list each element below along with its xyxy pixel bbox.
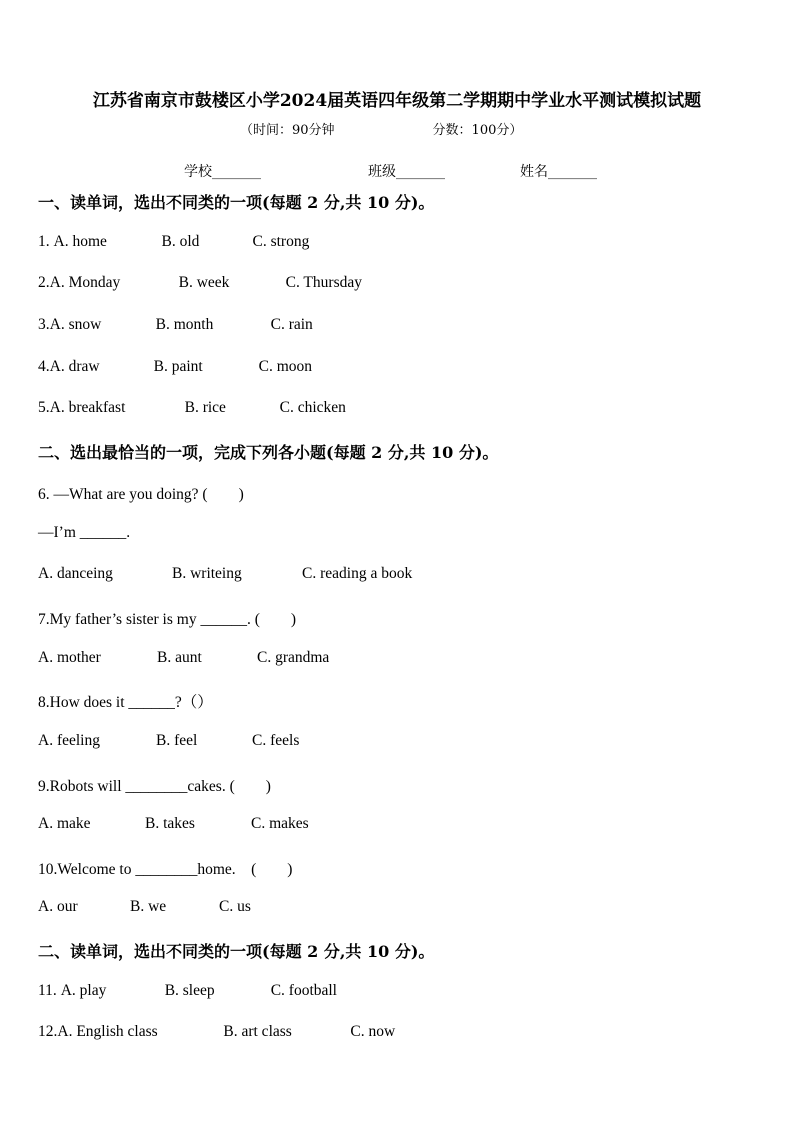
- option-a: A. draw: [49, 358, 100, 375]
- exam-time: （时间：90分钟: [240, 123, 335, 138]
- question-number: 3.: [38, 316, 50, 333]
- question-1: [38, 233, 309, 251]
- question-8-stem: 8.How does it ______?（）: [38, 694, 213, 711]
- option-c: C. makes: [251, 815, 309, 832]
- question-10-stem: 10.Welcome to ________home. ( ): [38, 861, 293, 878]
- class-field: 班级_______: [368, 164, 445, 180]
- school-field: 学校_______: [184, 164, 261, 180]
- option-b: B. rice: [184, 399, 226, 416]
- option-b: B. sleep: [164, 982, 215, 999]
- option-c: C. now: [350, 1023, 396, 1040]
- question-number: 12.: [38, 1023, 58, 1040]
- section-heading: 二、读单词，选出不同类的一项(每题 2 分,共 10 分)。: [38, 942, 435, 961]
- option-a: A. Monday: [49, 274, 121, 291]
- option-b: B. writeing: [172, 565, 242, 582]
- question-2: [38, 274, 362, 292]
- option-b: B. takes: [145, 815, 195, 832]
- option-c: C. us: [219, 898, 251, 915]
- option-a: A. English class: [57, 1023, 158, 1040]
- question-11: [38, 982, 337, 1000]
- option-c: C. moon: [258, 358, 313, 375]
- option-a: A. play: [60, 982, 107, 999]
- option-b: B. we: [130, 898, 167, 915]
- question-number: 1.: [38, 233, 54, 250]
- option-a: A. make: [38, 815, 91, 832]
- option-b: B. art class: [223, 1023, 292, 1040]
- question-number: 2.: [38, 274, 50, 291]
- option-b: B. old: [161, 233, 200, 250]
- option-c: C. rain: [270, 316, 313, 333]
- question-5: [38, 399, 346, 417]
- option-c: C. Thursday: [285, 274, 362, 291]
- option-b: B. week: [178, 274, 230, 291]
- question-number: 4.: [38, 358, 50, 375]
- question-9-stem: 9.Robots will ________cakes. ( ): [38, 778, 271, 795]
- option-b: B. paint: [153, 358, 203, 375]
- section-heading: 二、选出最恰当的一项，完成下列各小题(每题 2 分,共 10 分)。: [38, 443, 499, 462]
- name-field: 姓名_______: [520, 164, 597, 180]
- option-c: C. chicken: [279, 399, 346, 416]
- question-10-options: [38, 898, 251, 916]
- question-number: 11.: [38, 982, 61, 999]
- option-c: C. feels: [252, 732, 300, 749]
- question-6-options: [38, 565, 412, 583]
- option-a: A. home: [53, 233, 107, 250]
- option-b: B. feel: [156, 732, 198, 749]
- question-4: [38, 358, 312, 376]
- page-title: 江苏省南京市鼓楼区小学2024届英语四年级第二学期期中学业水平测试模拟试题: [92, 91, 702, 111]
- option-a: A. snow: [49, 316, 102, 333]
- section-heading: 一、读单词，选出不同类的一项(每题 2 分,共 10 分)。: [38, 193, 435, 212]
- option-c: C. grandma: [257, 649, 330, 666]
- option-a: A. mother: [38, 649, 101, 666]
- question-7-options: [38, 649, 329, 667]
- option-a: A. danceing: [38, 565, 113, 582]
- question-9-options: [38, 815, 309, 833]
- question-7-stem: 7.My father’s sister is my ______. ( ): [38, 611, 297, 628]
- option-b: B. month: [155, 316, 214, 333]
- exam-score: 分数：100分）: [432, 123, 523, 138]
- option-b: B. aunt: [157, 649, 202, 666]
- exam-meta: [240, 119, 522, 138]
- question-6-stem: 6. —What are you doing? ( ): [38, 486, 244, 503]
- question-number: 5.: [38, 399, 50, 416]
- question-8-options: [38, 732, 299, 750]
- option-c: C. strong: [252, 233, 310, 250]
- option-a: A. feeling: [38, 732, 100, 749]
- option-a: A. breakfast: [49, 399, 126, 416]
- option-a: A. our: [38, 898, 78, 915]
- option-c: C. reading a book: [302, 565, 413, 582]
- question-12: [38, 1023, 395, 1041]
- question-3: [38, 316, 313, 334]
- question-6-answer: —I’m ______.: [38, 524, 131, 541]
- option-c: C. football: [270, 982, 337, 999]
